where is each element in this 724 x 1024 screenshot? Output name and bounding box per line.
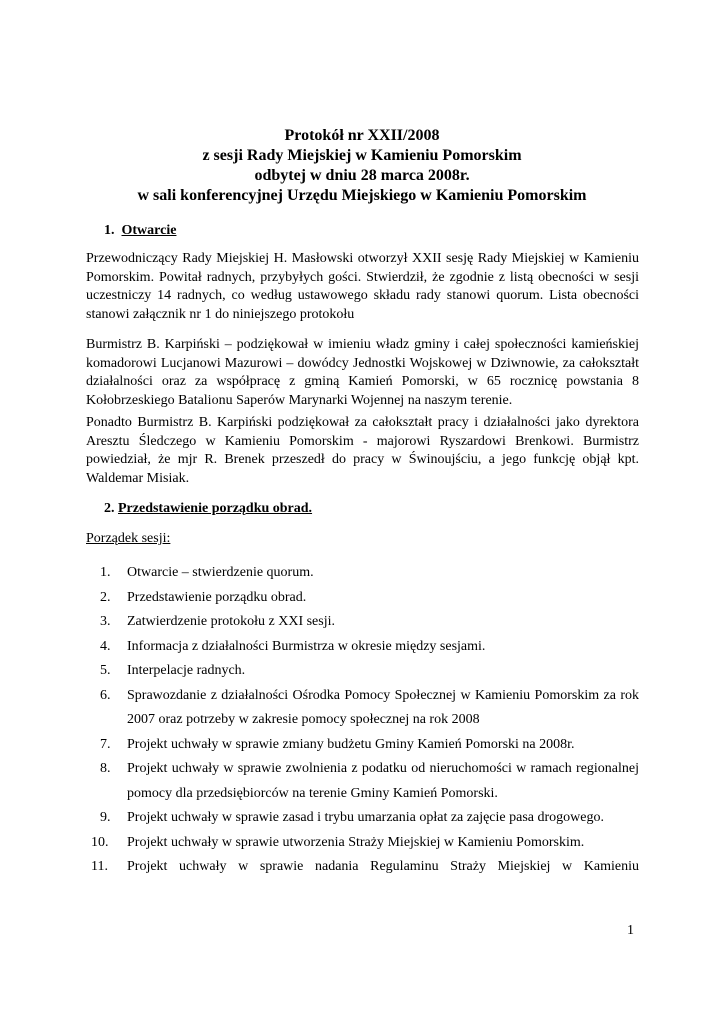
section-2-number: 2. [104, 501, 115, 516]
paragraph-thanks-director: Ponadto Burmistrz B. Karpiński podziękował za całokształt pracy i działalności jako dyrektora Aresztu Śledczego w Kamieniu Pomorskim - majorowi Ryszardowi Brenkowi. Burmistrz powiedział, że mjr R. Brenek przeszedł do pracy w Świnoujściu, a jego funkcję objął kpt. Waldemar Misiak. [86, 415, 639, 486]
title-line-2: z sesji Rady Miejskiej w Kamieniu Pomorskim [202, 147, 522, 164]
document-title [86, 126, 638, 206]
agenda-list [86, 561, 639, 880]
agenda-item: 10. Projekt uchwały w sprawie utworzenia Straży Miejskiej w Kamieniu Pomorskim. [91, 834, 585, 850]
agenda-item: 6. Sprawozdanie z działalności Ośrodka Pomocy Społecznej w Kamieniu Pomorskim za rok 2007 oraz potrzeby w zakresie pomocy społecznej na rok 2008 [100, 687, 639, 727]
agenda-item: 1. Otwarcie – stwierdzenie quorum. [100, 565, 314, 580]
agenda-item: 3. Zatwierdzenie protokołu z XXI sesji. [100, 614, 335, 629]
title-line-1: Protokół nr XXII/2008 [284, 127, 440, 144]
paragraph-thanks-commander: Burmistrz B. Karpiński – podziękował w imieniu władz gminy i całej społeczności kamieńskiej komadorowi Lucjanowi Mazurowi – dowódcy Jednostki Wojskowej w Dziwnowie, za całokształt działalności oraz za współpracę z gminą Kamień Pomorski, w 65 rocznicę powstania 8 Kołobrzeskiego Batalionu Saperów Marynarki Wojennej na naszym terenie. [86, 337, 639, 408]
title-line-4: w sali konferencyjnej Urzędu Miejskiego w Kamieniu Pomorskim [137, 187, 587, 204]
agenda-item: 5. Interpelacje radnych. [100, 663, 246, 678]
paragraph-opening: Przewodniczący Rady Miejskiej H. Masłowski otworzył XXII sesję Rady Miejskiej w Kamieniu Pomorskim. Powitał radnych, przybyłych gości. Stwierdził, że zgodnie z listą obecności w sesji uczestniczy 14 radnych, co według ustawowego składu rady stanowi quorum. Lista obecności stanowi załącznik nr 1 do niniejszego protokołu [86, 251, 639, 322]
agenda-item: 8. Projekt uchwały w sprawie zwolnienia z podatku od nieruchomości w ramach regionalnej pomocy dla przedsiębiorców na terenie Gminy Kamień Pomorski. [100, 761, 639, 801]
agenda-item: 11. Projekt uchwały w sprawie nadania Regulaminu Straży Miejskiej w Kamieniu [91, 859, 639, 874]
agenda-item: 4. Informacja z działalności Burmistrza w okresie między sesjami. [100, 638, 486, 654]
agenda-label: Porządek sesji: [86, 531, 171, 546]
agenda-item: 7. Projekt uchwały w sprawie zmiany budżetu Gminy Kamień Pomorski na 2008r. [100, 736, 575, 752]
section-1-number: 1. [104, 223, 115, 238]
page-number: 1 [627, 923, 634, 938]
section-1-heading [104, 222, 176, 240]
title-line-3: odbytej w dniu 28 marca 2008r. [254, 167, 470, 184]
section-1-title: Otwarcie [121, 223, 177, 238]
agenda-item: 2. Przedstawienie porządku obrad. [100, 589, 307, 605]
agenda-item: 9. Projekt uchwały w sprawie zasad i trybu umarzania opłat za zajęcie pasa drogowego. [100, 810, 604, 825]
section-2-heading [104, 500, 312, 518]
section-2-title: Przedstawienie porządku obrad. [118, 501, 313, 516]
